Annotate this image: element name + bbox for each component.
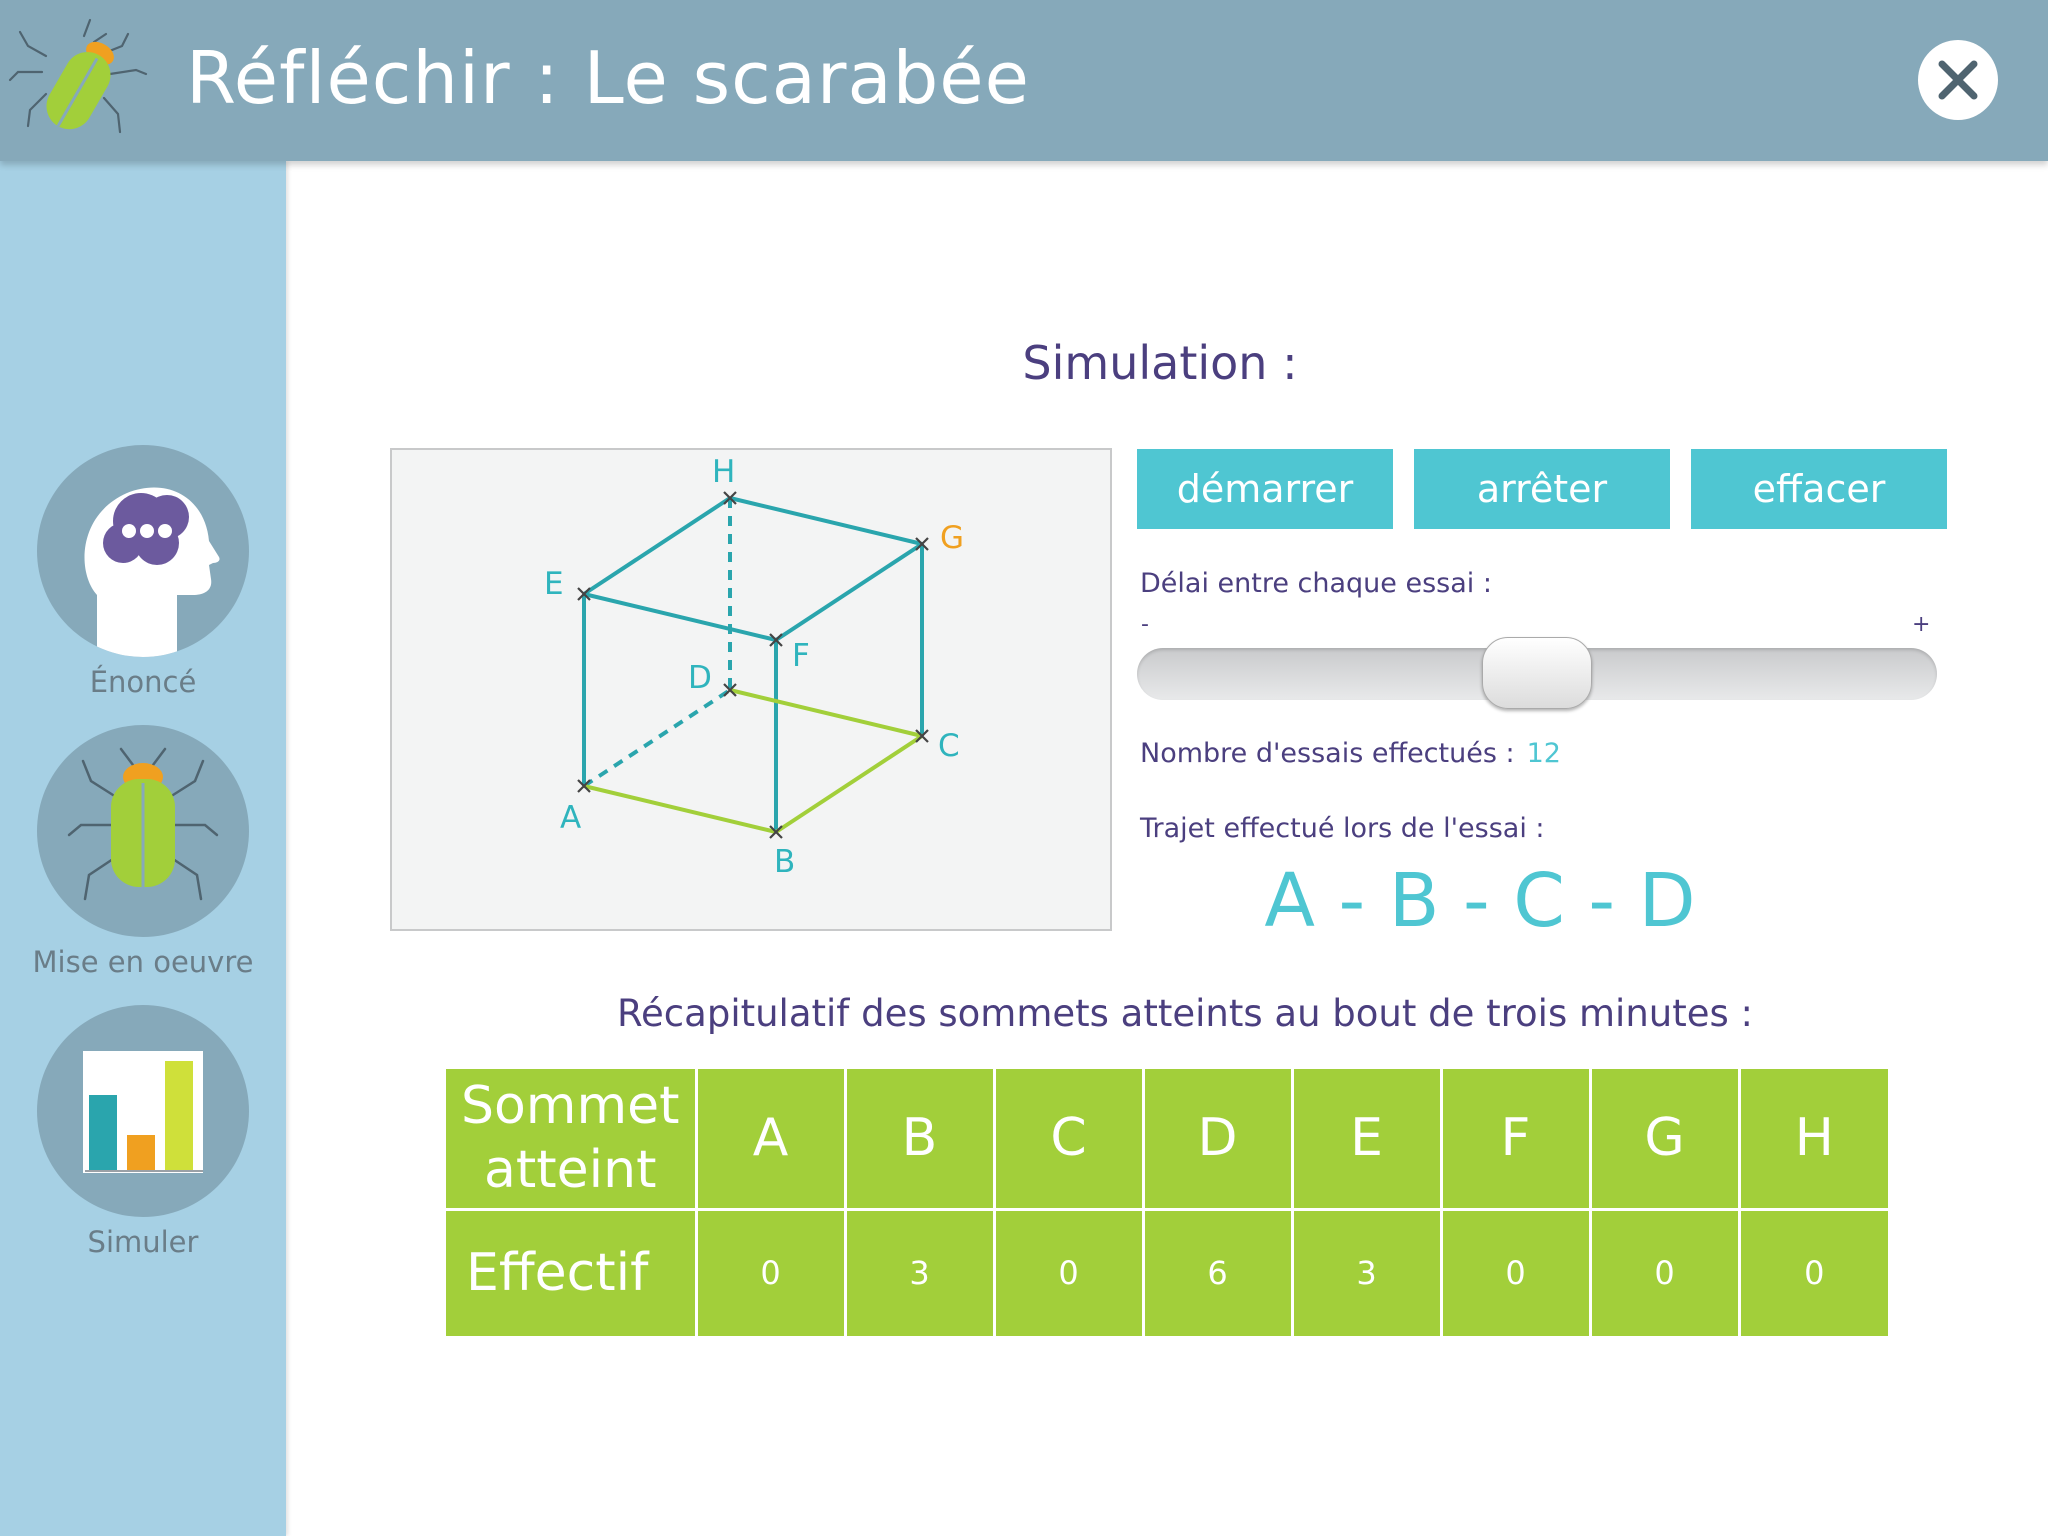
bar-chart-icon [37,1005,249,1217]
count-cell-g: 0 [1590,1209,1739,1336]
sidebar-item-enonce[interactable] [0,445,286,715]
sidebar-item-mise-en-oeuvre[interactable] [0,725,286,995]
slider-min-label: - [1141,612,1149,637]
column-header-h: H [1739,1069,1888,1209]
vertex-label-d: D [688,660,712,696]
stop-button[interactable]: arrêter [1414,449,1670,529]
vertex-label-f: F [792,638,810,674]
column-header-a: A [696,1069,845,1209]
simulation-title: Simulation : [1022,336,1298,390]
count-cell-f: 0 [1441,1209,1590,1336]
column-header-e: E [1292,1069,1441,1209]
sidebar [0,161,286,1536]
table-row [446,1069,1888,1209]
edge-a-d [584,690,730,786]
column-header-b: B [845,1069,994,1209]
start-button[interactable]: démarrer [1137,449,1393,529]
edge-e-f [584,594,776,640]
vertex-label-e: E [544,566,564,602]
count-cell-a: 0 [696,1209,845,1336]
page-title: Réfléchir : Le scarabée [186,36,1030,120]
vertex-label-g: G [940,520,965,556]
vertex-label-h: H [712,454,736,490]
head-thinking-icon [37,445,249,657]
clear-button[interactable]: effacer [1691,449,1947,529]
vertex-label-c: C [938,728,960,764]
sidebar-item-simuler[interactable] [0,1005,286,1275]
row-header-sommet: Sommet atteint [446,1069,696,1209]
summary-table [446,1069,1888,1336]
beetle-icon [6,14,152,154]
count-cell-h: 0 [1739,1209,1888,1336]
close-icon [1936,58,1980,102]
column-header-c: C [994,1069,1143,1209]
edge-f-g [776,544,922,640]
path-edge-c-d [730,690,922,736]
vertex-label-b: B [774,844,796,880]
delay-slider-thumb[interactable] [1482,637,1592,709]
table-row [446,1209,1888,1336]
column-header-f: F [1441,1069,1590,1209]
nav-circle-enonce [37,445,249,657]
edge-h-g [730,498,922,544]
trial-count-label: Nombre d'essais effectués : [1140,738,1515,769]
header-bar [0,0,2048,161]
nav-circle-simuler [37,1005,249,1217]
sidebar-item-label: Mise en oeuvre [32,945,254,979]
column-header-g: G [1590,1069,1739,1209]
row-header-effectif: Effectif [446,1209,696,1336]
close-button[interactable] [1918,40,1998,120]
slider-max-label: + [1912,612,1931,637]
delay-label: Délai entre chaque essai : [1140,568,1492,599]
path-value: A - B - C - D [1264,858,1696,944]
count-cell-d: 6 [1143,1209,1292,1336]
sidebar-item-label: Énoncé [89,665,197,699]
beetle-icon [37,725,249,937]
count-cell-c: 0 [994,1209,1143,1336]
column-header-d: D [1143,1069,1292,1209]
trial-count-value: 12 [1526,738,1561,769]
count-cell-b: 3 [845,1209,994,1336]
vertex-label-a: A [560,800,582,836]
path-edge-a-b [584,786,776,832]
nav-circle-mise-en-oeuvre [37,725,249,937]
sidebar-item-label: Simuler [87,1225,199,1259]
trial-count-row [1140,738,1561,769]
cube-diagram [390,448,1112,931]
edge-e-h [584,498,730,594]
count-cell-e: 3 [1292,1209,1441,1336]
path-edge-b-c [776,736,922,832]
path-label: Trajet effectué lors de l'essai : [1140,813,1545,844]
summary-title: Récapitulatif des sommets atteints au bout de trois minutes : [617,992,1753,1035]
